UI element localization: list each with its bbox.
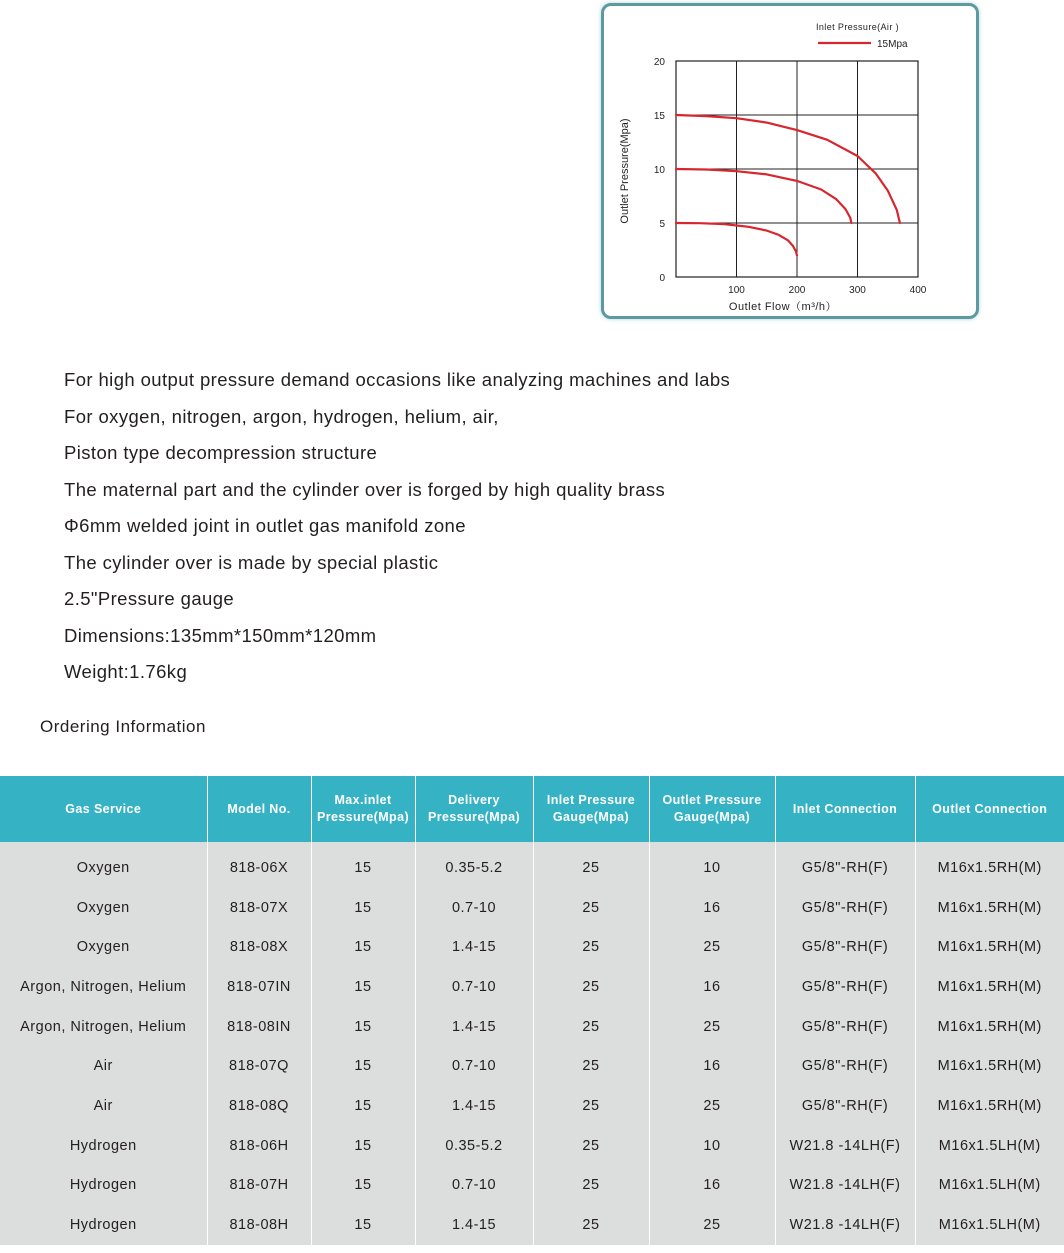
table-cell: 818-08H (207, 1205, 311, 1245)
table-cell: M16x1.5RH(M) (937, 859, 1042, 876)
table-cell: 818-07H (207, 1166, 311, 1206)
table-cell: 1.4-15 (415, 1205, 533, 1245)
column-header (775, 776, 915, 842)
feature-item: Piston type decompression structure (64, 442, 378, 463)
table-cell: 818-06H (207, 1126, 311, 1166)
series-curve (676, 169, 851, 223)
table-cell: M16x1.5RH(M) (937, 978, 1042, 995)
y-tick-label: 20 (653, 57, 665, 68)
table-cell: 15 (311, 1007, 415, 1047)
column-header-line: Gauge(Mpa) (673, 810, 751, 824)
feature-item: 2.5"Pressure gauge (64, 588, 235, 609)
flow-chart-card (601, 3, 979, 319)
column-header-line: Outlet Pressure (662, 793, 762, 807)
table-cell: M16x1.5RH(M) (937, 899, 1042, 916)
table-cell: M16x1.5RH(M) (937, 1018, 1042, 1035)
table-cell: 818-08IN (207, 1007, 311, 1047)
table-cell: M16x1.5LH(M) (938, 1137, 1041, 1154)
pressure-flow-chart (604, 6, 976, 316)
column-header-line: Max.inlet (334, 793, 392, 807)
table-cell: Hydrogen (0, 1166, 207, 1206)
table-cell: 818-07X (207, 888, 311, 928)
table-cell: G5/8"-RH(F) (775, 1007, 915, 1047)
table-cell: 25 (533, 842, 649, 888)
table-cell: 818-07IN (207, 967, 311, 1007)
table-cell: 25 (649, 927, 775, 967)
table-cell: 25 (649, 1007, 775, 1047)
table-cell: G5/8"-RH(F) (775, 927, 915, 967)
table-cell: 25 (649, 1205, 775, 1245)
ordering-table (0, 776, 1064, 1245)
column-header-line: Gas Service (65, 801, 142, 816)
table-cell: 16 (649, 888, 775, 928)
table-row (0, 1086, 1064, 1126)
table-body (0, 842, 1064, 1245)
table-cell: 1.4-15 (415, 927, 533, 967)
table-cell: Air (0, 1086, 207, 1126)
table-cell: 1.4-15 (415, 1086, 533, 1126)
table-cell: 1.4-15 (415, 1007, 533, 1047)
table-cell: 25 (533, 1086, 649, 1126)
table-cell: 15 (311, 967, 415, 1007)
table-cell: 25 (533, 1166, 649, 1206)
y-tick-label: 5 (659, 219, 665, 230)
table-cell: 10 (649, 842, 775, 888)
table-cell: 818-06X (207, 842, 311, 888)
column-header (0, 776, 207, 842)
table-cell: M16x1.5RH(M) (937, 1097, 1042, 1114)
table-cell: 0.35-5.2 (415, 1126, 533, 1166)
feature-item: For oxygen, nitrogen, argon, hydrogen, helium, air, (64, 405, 499, 427)
x-tick-label: 100 (728, 285, 745, 296)
feature-item: Dimensions:135mm*150mm*120mm (64, 624, 377, 646)
column-header-line: Gauge(Mpa) (552, 810, 630, 824)
table-cell: W21.8 -14LH(F) (775, 1126, 915, 1166)
table-row (0, 842, 1064, 888)
column-header (649, 776, 775, 842)
table-cell: 16 (649, 1046, 775, 1086)
column-header (415, 776, 533, 842)
table-cell: Oxygen (0, 842, 207, 888)
table-cell: 0.7-10 (415, 888, 533, 928)
column-header (207, 776, 311, 842)
legend-title: Inlet Pressure(Air ) (816, 22, 900, 32)
table-cell: M16x1.5RH(M) (937, 1058, 1042, 1075)
table-cell: 818-08X (207, 927, 311, 967)
x-axis-label: Outlet Flow（m³/h） (728, 301, 838, 313)
table-cell: 15 (311, 927, 415, 967)
table-row (0, 967, 1064, 1007)
table-cell: 15 (311, 1046, 415, 1086)
x-tick-label: 300 (849, 285, 866, 296)
table-row (0, 888, 1064, 928)
table-cell: Hydrogen (0, 1205, 207, 1245)
table-cell: 818-07Q (207, 1046, 311, 1086)
table-cell: M16x1.5LH(M) (938, 1217, 1041, 1234)
table-cell: G5/8"-RH(F) (775, 888, 915, 928)
table-cell: 25 (533, 1007, 649, 1047)
y-tick-label: 15 (653, 111, 665, 122)
feature-item: The maternal part and the cylinder over is forged by high quality brass (64, 478, 666, 500)
table-cell: 16 (649, 967, 775, 1007)
legend-label: 15Mpa (877, 39, 908, 50)
table-cell: Argon, Nitrogen, Helium (0, 1007, 207, 1047)
table-row (0, 1046, 1064, 1086)
table-cell: 25 (533, 967, 649, 1007)
table-cell: 818-08Q (207, 1086, 311, 1126)
table-cell: G5/8"-RH(F) (775, 842, 915, 888)
table-cell: M16x1.5RH(M) (937, 939, 1042, 956)
table-cell: 25 (533, 1046, 649, 1086)
table-cell: Oxygen (0, 888, 207, 928)
table-cell: G5/8"-RH(F) (775, 1046, 915, 1086)
feature-item: Weight:1.76kg (64, 661, 188, 682)
column-header-line: Outlet Connection (932, 801, 1048, 816)
table-cell: 0.7-10 (415, 1166, 533, 1206)
table-row (0, 1205, 1064, 1245)
feature-list (64, 368, 730, 697)
table-header-row (0, 776, 1064, 842)
feature-item: The cylinder over is made by special plastic (64, 551, 439, 573)
table-cell: 25 (533, 927, 649, 967)
table-cell: 0.35-5.2 (415, 842, 533, 888)
table-cell: Air (0, 1046, 207, 1086)
column-header-line: Inlet Connection (792, 801, 898, 816)
y-tick-label: 0 (659, 273, 665, 284)
table-cell: M16x1.5LH(M) (938, 1177, 1041, 1194)
x-tick-label: 400 (909, 285, 927, 296)
y-tick-label: 10 (653, 165, 665, 176)
feature-item: Φ6mm welded joint in outlet gas manifold zone (64, 515, 466, 536)
column-header-line: Inlet Pressure (546, 793, 636, 807)
table-cell: 16 (649, 1166, 775, 1206)
table-cell: 15 (311, 888, 415, 928)
table-cell: 0.7-10 (415, 1046, 533, 1086)
table-cell: W21.8 -14LH(F) (775, 1205, 915, 1245)
table-cell: 0.7-10 (415, 967, 533, 1007)
column-header-line: Pressure(Mpa) (316, 810, 410, 824)
table-cell: 15 (311, 1205, 415, 1245)
table-cell: 25 (533, 1205, 649, 1245)
table-cell: 25 (533, 1126, 649, 1166)
column-header-line: Model No. (227, 801, 291, 816)
table-cell: Hydrogen (0, 1126, 207, 1166)
column-header-line: Delivery (448, 793, 500, 807)
table-cell: W21.8 -14LH(F) (775, 1166, 915, 1206)
table-cell: Oxygen (0, 927, 207, 967)
ordering-information-title: Ordering Information (40, 717, 206, 736)
table-cell: 25 (649, 1086, 775, 1126)
table-cell: 15 (311, 1166, 415, 1206)
table-cell: G5/8"-RH(F) (775, 967, 915, 1007)
y-axis-label: Outlet Pressure(Mpa) (619, 118, 631, 224)
table-row (0, 1007, 1064, 1047)
table-cell: 15 (311, 1126, 415, 1166)
column-header (533, 776, 649, 842)
table-cell: 15 (311, 1086, 415, 1126)
table-row (0, 927, 1064, 967)
x-tick-label: 200 (788, 285, 806, 296)
feature-item: For high output pressure demand occasions like analyzing machines and labs (64, 369, 731, 390)
column-header (915, 776, 1064, 842)
table-cell: Argon, Nitrogen, Helium (0, 967, 207, 1007)
table-row (0, 1166, 1064, 1206)
table-cell: G5/8"-RH(F) (775, 1086, 915, 1126)
column-header (311, 776, 415, 842)
table-cell: 10 (649, 1126, 775, 1166)
table-cell: 25 (533, 888, 649, 928)
table-cell: 15 (311, 842, 415, 888)
column-header-line: Pressure(Mpa) (427, 810, 521, 824)
table-row (0, 1126, 1064, 1166)
